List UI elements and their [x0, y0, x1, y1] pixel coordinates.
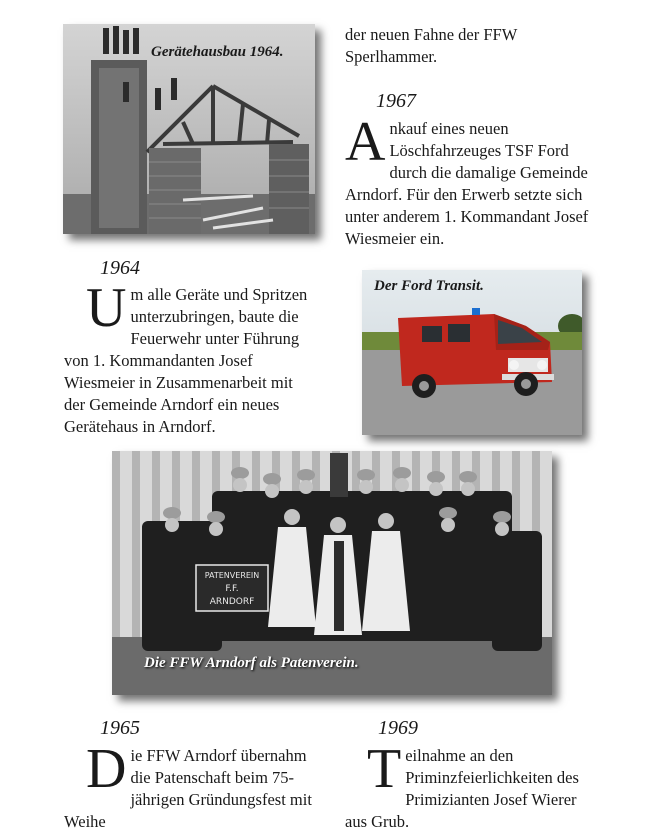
section-1964-dropcap: U: [86, 277, 127, 339]
banner-line-2: F.F.: [225, 584, 239, 594]
section-1969-body: eilnahme an den Priminzfeierlichkeiten des Primizianten Josef Wierer aus Grub.: [345, 746, 579, 831]
construction-caption: Gerätehausbau 1964.: [151, 44, 284, 60]
year-1964: 1964: [100, 257, 140, 279]
section-1969-text: [345, 738, 595, 833]
section-1969-dropcap: T: [367, 738, 402, 800]
construction-photo: [63, 24, 315, 234]
section-1967-body: nkauf eines neuen Löschfahrzeuges TSF Ford durch die damalige Gemeinde Arndorf. Für den Erwerb setzte sich unter anderem 1. Kommandant Josef Wiesmeier ein.: [345, 119, 589, 248]
section-1964-text: [64, 277, 314, 438]
section-1967-dropcap: A: [345, 111, 386, 173]
section-1965-body: ie FFW Arndorf übernahm die Patenschaft beim 75-jährigen Gründungsfest mit Weihe: [64, 746, 312, 831]
banner-line-3: ARNDORF: [209, 597, 255, 607]
ford-caption: Der Ford Transit.: [374, 278, 484, 294]
section-1964-body: m alle Geräte und Spritzen unterzubringen, baute die Feuerwehr unter Führung von 1. Kommandanten Josef Wiesmeier in Zusammenarbeit mit der Gemeinde Arndorf ein neues Gerätehaus in Arndorf.: [64, 285, 308, 436]
section-1965-text: [64, 738, 314, 833]
top-continuation-text: der neuen Fahne der FFW Sperlhammer.: [345, 25, 517, 66]
section-1967-text: [345, 111, 593, 250]
ford-transit-photo: [362, 270, 582, 435]
banner-line-1: PATENVEREIN: [204, 571, 260, 580]
group-photo: [112, 451, 552, 695]
year-1965: 1965: [100, 717, 140, 739]
year-1969: 1969: [378, 717, 418, 739]
year-1967: 1967: [376, 90, 416, 112]
section-1965-dropcap: D: [86, 738, 127, 800]
group-caption: Die FFW Arndorf als Patenverein.: [144, 655, 359, 671]
